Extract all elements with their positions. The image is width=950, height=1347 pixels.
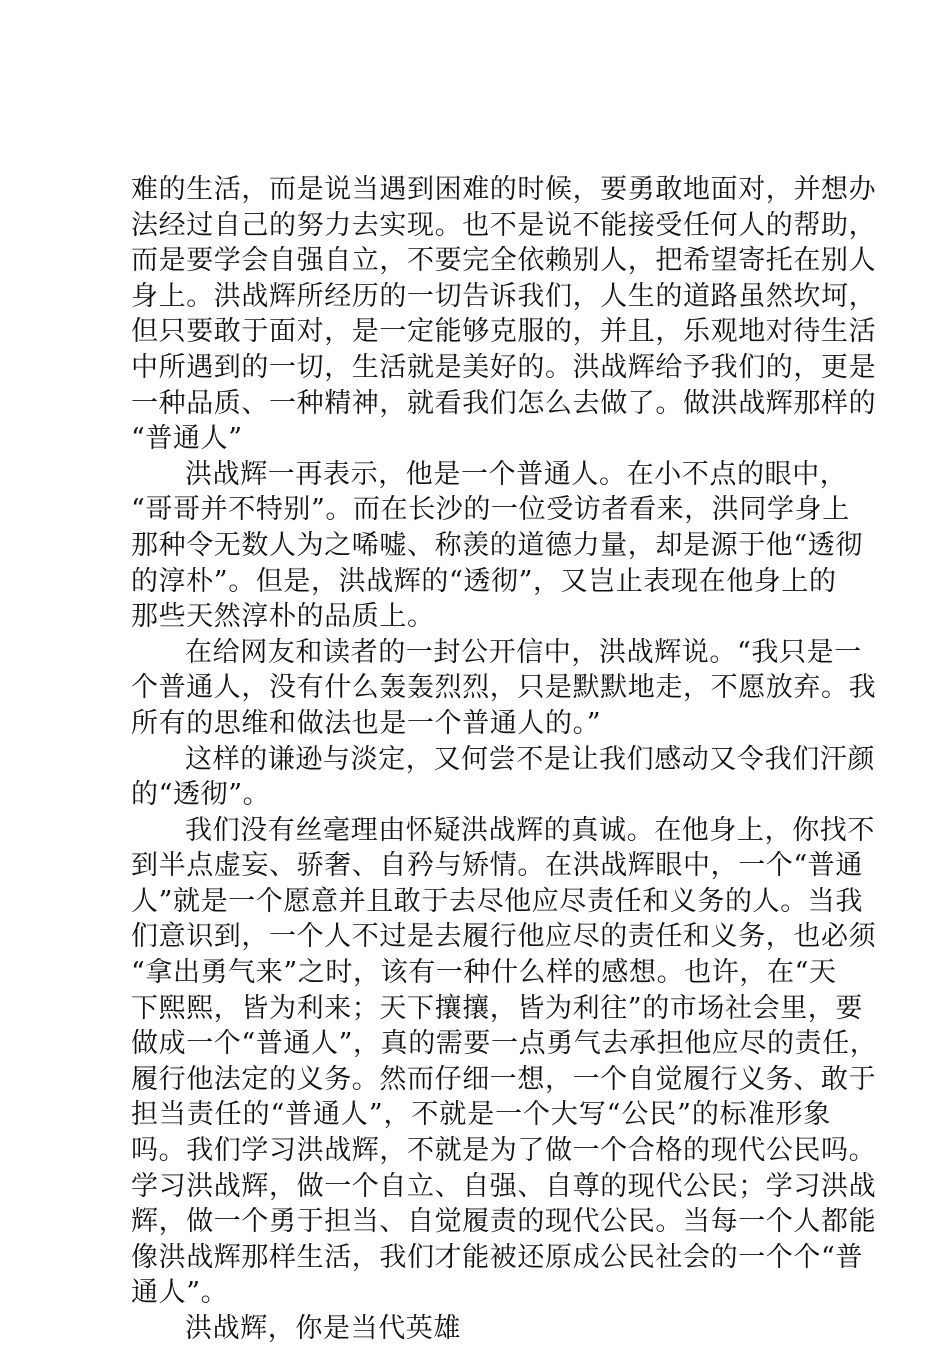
text-line: 到半点虚妄、骄奢、自矜与矫情。在洪战辉眼中，一个“普通 — [131, 850, 864, 882]
text-line: 身上。洪战辉所经历的一切告诉我们，人生的道路虽然坎坷， — [131, 280, 877, 312]
text-line: 人”就是一个愿意并且敢于去尽他应尽责任和义务的人。当我 — [131, 885, 864, 917]
text-line: 那些天然淳朴的品质上。 — [131, 601, 435, 633]
text-line: 那种令无数人为之唏嘘、称羡的道德力量，却是源于他“透彻 — [131, 529, 864, 561]
text-line: 中所遇到的一切，生活就是美好的。洪战辉给予我们的，更是 — [131, 351, 877, 383]
paragraph-first-line: 这样的谦逊与淡定，又何尝不是让我们感动又令我们汗颜 — [185, 743, 875, 775]
body-text — [131, 172, 878, 1347]
text-line: 履行他法定的义务。然而仔细一想，一个自觉履行义务、敢于 — [131, 1063, 877, 1095]
text-line: 个普通人，没有什么轰轰烈烈，只是默默地走，不愿放弃。我 — [131, 672, 877, 704]
text-line: 难的生活，而是说当遇到困难的时候，要勇敢地面对，并想办 — [131, 174, 877, 205]
text-line: “拿出勇气来”之时，该有一种什么样的感想。也许，在“天 — [131, 957, 837, 989]
text-line: 学习洪战辉，做一个自立、自强、自尊的现代公民；学习洪战 — [131, 1170, 877, 1202]
text-line: 辉，做一个勇于担当、自觉履责的现代公民。当每一个人都能 — [131, 1206, 877, 1238]
paragraph-first-line: 洪战辉，你是当代英雄 — [185, 1313, 461, 1344]
paragraph-first-line: 在给网友和读者的一封公开信中，洪战辉说。“我只是一 — [185, 636, 862, 668]
text-line: “普通人” — [131, 423, 243, 455]
text-line: 法经过自己的努力去实现。也不是说不能接受任何人的帮助， — [131, 209, 877, 241]
text-line: 吗。我们学习洪战辉，不就是为了做一个合格的现代公民吗。 — [131, 1135, 877, 1167]
text-line: 担当责任的“普通人”，不就是一个大写“公民”的标准形象 — [131, 1099, 831, 1131]
text-line: 的“透彻”。 — [131, 779, 271, 811]
paragraph-first-line: 洪战辉一再表示，他是一个普通人。在小不点的眼中， — [185, 458, 848, 490]
text-line: 而是要学会自强自立，不要完全依赖别人，把希望寄托在别人 — [131, 245, 877, 277]
text-line: 们意识到，一个人不过是去履行他应尽的责任和义务，也必须 — [131, 921, 877, 953]
text-line: 所有的思维和做法也是一个普通人的。” — [131, 707, 602, 739]
text-line: 做成一个“普通人”，真的需要一点勇气去承担他应尽的责任， — [131, 1028, 878, 1060]
text-line: 通人”。 — [131, 1277, 229, 1309]
text-line: 但只要敢于面对，是一定能够克服的，并且，乐观地对待生活 — [131, 316, 877, 348]
text-line: 一种品质、一种精神，就看我们怎么去做了。做洪战辉那样的 — [131, 387, 877, 419]
text-line: “哥哥并不特别”。而在长沙的一位受访者看来，洪同学身上 — [131, 494, 850, 526]
text-line: 像洪战辉那样生活，我们才能被还原成公民社会的一个个“普 — [131, 1241, 864, 1273]
paragraph-first-line: 我们没有丝毫理由怀疑洪战辉的真诚。在他身上，你找不 — [185, 814, 875, 846]
text-line: 的淳朴”。但是，洪战辉的“透彻”，又岂止表现在他身上的 — [131, 565, 837, 597]
text-line: 下熙熙，皆为利来；天下攘攘，皆为利往”的市场社会里，要 — [131, 992, 864, 1024]
